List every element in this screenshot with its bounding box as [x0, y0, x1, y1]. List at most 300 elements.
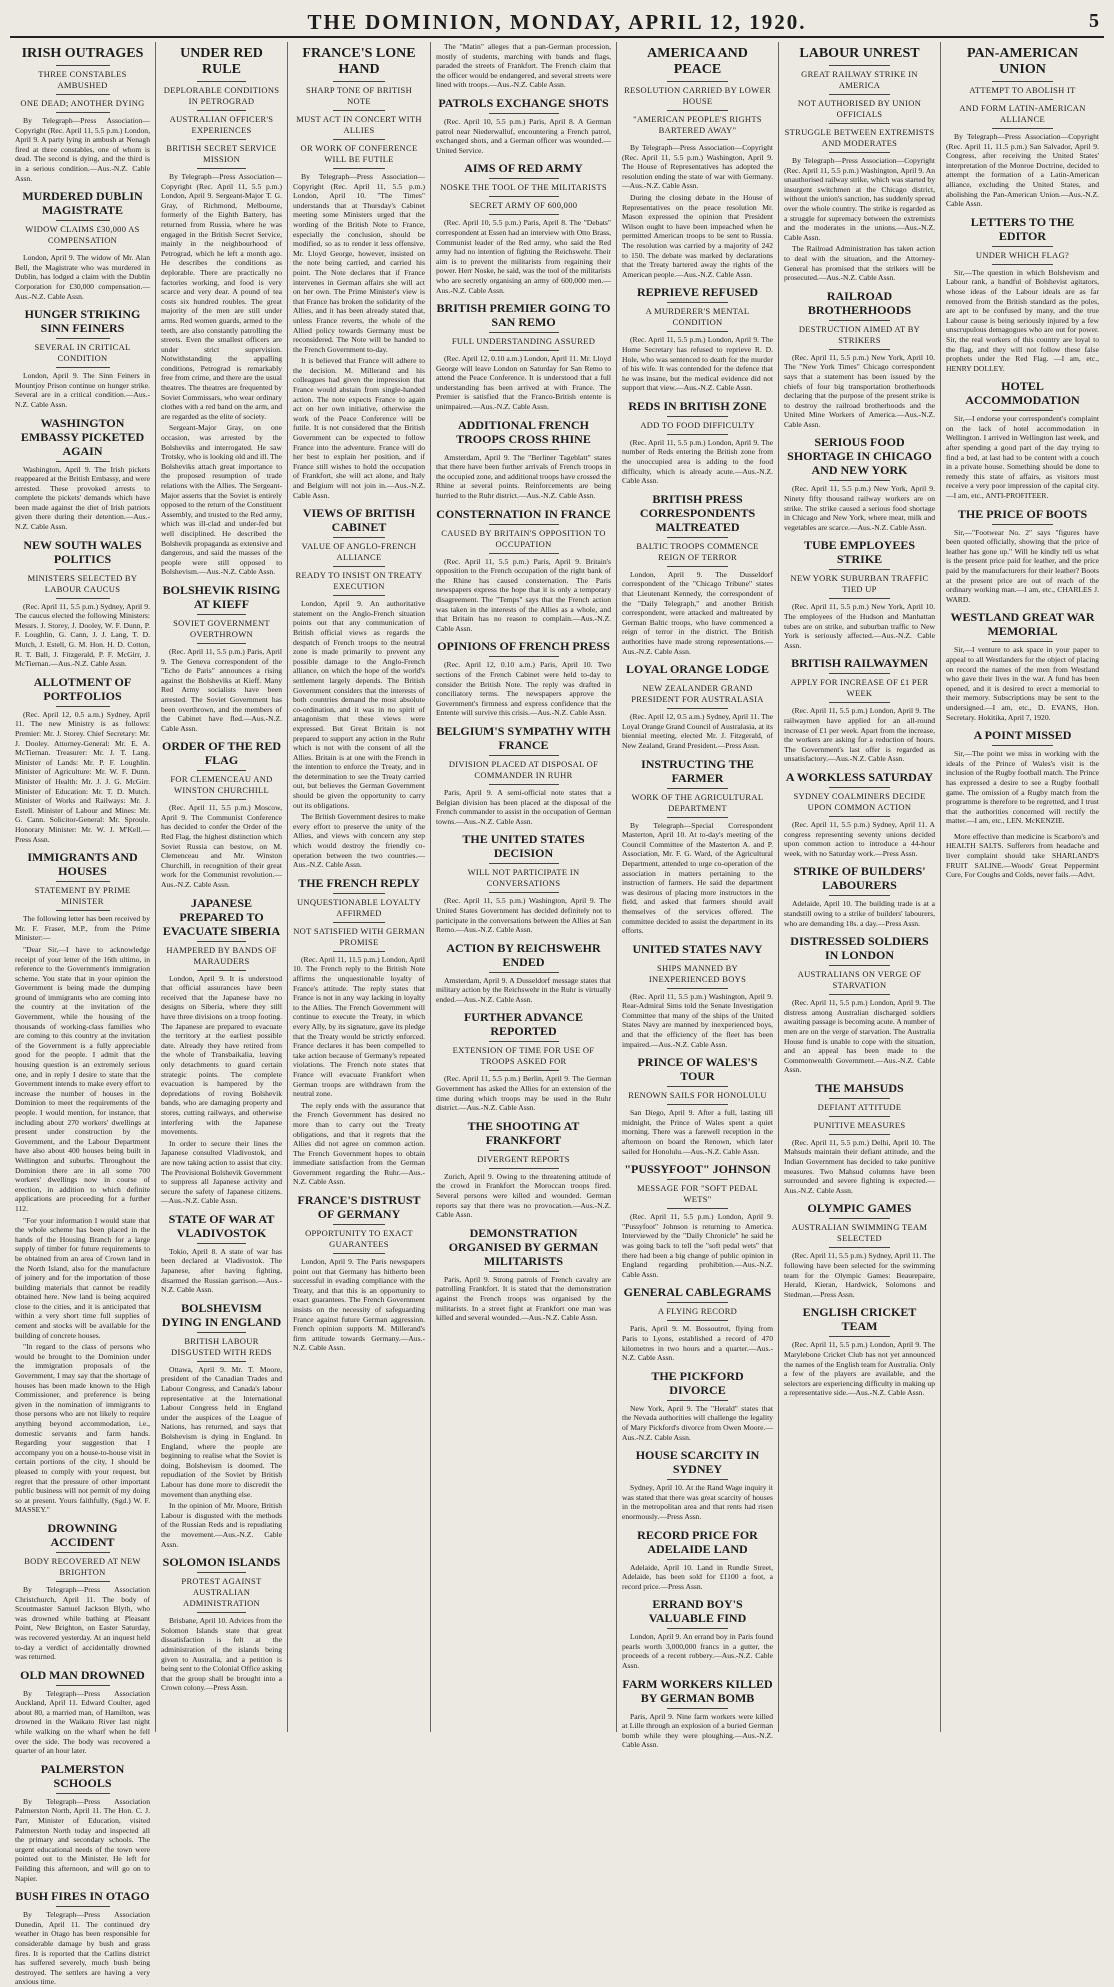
headline-rule	[992, 81, 1053, 82]
headline-rule	[56, 1906, 110, 1907]
subheading-rule	[333, 139, 386, 140]
article-paragraph: Amsterdam, April 9. The "Berliner Tageblatt" states that there have been further arrivals of French troops in the occupied zone, and additional troops have crossed the Rhine at several points. Reinforcements are being hurried to the Ruhr district.—Aus.-N.Z. Cable Assn.	[436, 452, 611, 501]
headline-rule	[489, 178, 559, 179]
subheading-rule	[197, 799, 245, 800]
article-paragraph: (Rec. April 11, 11.5 p.m.) London, April 10. The French reply to the British Note affirms the unquestionable loyalty of France's attitude. The reply states that France is not in any way lacking in loyalty to the Allies. The French Government will continue to execute the Treaty, in which every Ally, by its signature, gave its pledge that the Treaty would be strictly enforced. France declares it has been compelled to take action because of Germany's repeated violations. The French note states that France will evacuate Frankfort when German troops are withdrawn from the neutral zone.	[293, 954, 425, 1099]
subheading-rule	[829, 994, 889, 995]
article-subheading: RENOWN SAILS FOR HONOLULU	[628, 1090, 767, 1101]
article-subheading: SYDNEY COALMINERS DECIDE UPON COMMON ACTION	[793, 790, 926, 812]
article-subheading: ADD TO FOOD DIFFICULTY	[640, 419, 755, 430]
article-subheading: A FLYING RECORD	[657, 1306, 738, 1317]
subheading-rule	[197, 110, 245, 111]
subheading-rule	[489, 196, 559, 197]
article-subheading: NOT SATISFIED WITH GERMAN PROMISE	[293, 925, 425, 947]
article-headline: IRISH OUTRAGES	[21, 46, 144, 61]
article-paragraph: By Telegraph—Press Association—Copyright (Rec. April 11, 11.5 p.m.) San Salvador, April 9. Congress, after receiving the United States' interpretation of the Monroe Doctrine, decided to attempt the formation of a Latin-American alliance, excluding the United States, and abolishing the Pan-American Union.—Aus.-N.Z. Cable Assn.	[946, 132, 1099, 209]
article-headline: FARM WORKERS KILLED BY GERMAN BOMB	[622, 1676, 773, 1705]
article-headline: ORDER OF THE RED FLAG	[161, 739, 281, 768]
subheading-rule	[829, 1116, 889, 1117]
article-paragraph: London, April 9. The Sinn Feiners in Mountjoy Prison continue on hunger strike. Several are in a critical condition.—Aus.-N.Z. Cable Assn.	[15, 371, 150, 409]
article-headline: ENGLISH CRICKET TEAM	[802, 1305, 917, 1334]
news-column-6	[779, 42, 941, 1732]
article-headline: UNDER RED RULE	[180, 46, 263, 77]
article-headline: FRANCE'S LONE HAND	[302, 46, 416, 77]
subheading-rule	[667, 708, 727, 709]
article-subheading: "AMERICAN PEOPLE'S RIGHTS BARTERED AWAY"	[633, 114, 762, 135]
article-subheading: DEFIANT ATTITUDE	[817, 1101, 902, 1112]
article-headline: DISTRESSED SOLDIERS IN LONDON	[790, 934, 929, 963]
subheading-rule	[829, 152, 889, 153]
article-subheading: AUSTRALIAN OFFICER'S EXPERIENCES	[169, 114, 274, 135]
article-paragraph: Paris, April 9. A semi-official note states that a Belgian division has been placed at the disposal of the French commander to assist in the occupation of German towns.—Aus.-N.Z. Cable Assn.	[436, 787, 611, 826]
article-subheading: NOSKE THE TOOL OF THE MILITARISTS	[440, 182, 607, 193]
article	[436, 724, 611, 826]
subheading-rule	[667, 566, 727, 567]
article-subheading: SEVERAL IN CRITICAL CONDITION	[34, 342, 131, 364]
article	[161, 1555, 282, 1693]
headline-rule	[667, 1708, 727, 1709]
article	[784, 864, 935, 928]
subheading-rule	[333, 951, 386, 952]
article-headline: PRINCE OF WALES'S TOUR	[637, 1055, 758, 1084]
article-paragraph: The Railroad Administration has taken action to deal with the situation, and the Attorney-General has promised that the strikers will be prosecuted.—Aus.-N.Z. Cable Assn.	[784, 244, 935, 283]
article-paragraph: By Telegraph—Press Association—Copyright (Rec. April 11, 5.5 p.m.) Washington, April 9. An unauthorised railway strike, which was started by insurgent switchmen at the Chicago district, without the union's sanction, has suddenly spread over the whole country. The strike is regarded as a struggle for supremacy between the extremists and the moderates in the unions.—Aus.-N.Z. Cable Assn.	[784, 156, 935, 242]
article-paragraph: Sir,—I venture to ask space in your paper to appeal to all Westlanders for the object of placing on record the names of the men from Westland who gave their lives in the war. A fund has been opened, and it is desired to erect a memorial to their memory. Subscriptions may be sent to the undersigned.—I am, etc., D. EVANS, Hon. Secretary. Hokitika, April 7, 1920.	[946, 645, 1099, 722]
article	[15, 416, 150, 532]
headline-rule	[333, 81, 386, 82]
article-subheading: ATTEMPT TO ABOLISH IT	[969, 85, 1076, 95]
article	[622, 1369, 773, 1442]
article	[436, 832, 611, 934]
article-headline: AIMS OF RED ARMY	[464, 161, 583, 176]
article	[15, 189, 150, 301]
article	[622, 1677, 773, 1750]
article-paragraph: Adelaide, April 10. Land in Rundle Street, Adelaide, has been sold for £1100 a foot, a record price.—Press Assn.	[622, 1562, 773, 1591]
article-paragraph: (Rec. April 11, 5.5 p.m.) New York, April 9. Ninety fifty thousand railway workers are on strike. The strike caused a serious food shortage in Chicago and New York, where meat, milk and vegetables are scarce.—Aus.-N.Z. Cable Assn.	[784, 484, 935, 532]
subheading-rule	[489, 1168, 559, 1169]
headline-rule	[667, 81, 727, 82]
article-headline: HUNGER STRIKING SINN FEINERS	[24, 307, 141, 336]
article-paragraph: (Rec. April 11, 5.5 p.m.) London, April 9. The railwaymen have applied for an all-round increase of £1 per week. Apart from the increase, the workers are asking for a reduction of hours. The Government's last offer is regarded as unsatisfactory.—Aus.-N.Z. Cable Assn.	[784, 706, 935, 764]
subheading-rule	[829, 816, 889, 817]
article-paragraph: In the opinion of Mr. Moore, British Labour is disgusted with the methods of the Russian Reds and is repudiating the movement.—Aus.-N.Z. Cable Assn.	[161, 1501, 282, 1549]
headline-rule	[829, 673, 889, 674]
article-subheading: UNQUESTIONABLE LOYALTY AFFIRMED	[296, 896, 422, 918]
headline-rule	[489, 524, 559, 525]
article-paragraph: (Rec. April 11, 5.5 p.m.) Sydney, April 11. A congress representing seventy unions decided upon common action to introduce a 44-hour week, with no Saturday work.—Press Assn.	[784, 819, 935, 858]
subheading-rule	[829, 1247, 889, 1248]
headline-rule	[489, 1150, 559, 1151]
article	[946, 832, 1099, 880]
article-headline: THE MAHSUDS	[815, 1080, 904, 1095]
article-paragraph: Paris, April 9. Strong patrols of French cavalry are patrolling Frankfort. It is stated that the demonstration against the French troops was organised by the militarists. In a street fight at Frankfort one man was killed and several wounded.—Aus.-N.Z. Cable Assn.	[436, 1274, 611, 1323]
article-paragraph: London, April 9. The widow of Mr. Alan Bell, the Magistrate who was murdered in Dublin, has lodged a claim with the Dublin Corporation for £30,000 compensation.—Aus.-N.Z. Cable Assn.	[15, 253, 150, 301]
article-subheading: HAMPERED BY BANDS OF MARAUDERS	[166, 944, 277, 966]
subheading-rule	[667, 1320, 727, 1321]
headline-rule	[829, 65, 889, 66]
subheading-rule	[829, 1134, 889, 1135]
article-subheading: OR WORK OF CONFERENCE WILL BE FUTILE	[300, 143, 418, 164]
headline-rule	[489, 863, 559, 864]
article-headline: THE SHOOTING AT FRANKFORT	[467, 1118, 580, 1147]
article-paragraph: (Rec. April 11, 5.5 p.m.) London, April 9. "Pussyfoot" Johnson is returning to America. Interviewed by the "Daily Chronicle" he said he was going back to tell the "soft pedal wets" that there had been a big change of public opinion in England regarding prohibition.—Aus.-N.Z. Cable Assn.	[622, 1212, 773, 1279]
article-headline: RAILROAD BROTHERHOODS	[807, 288, 912, 317]
article-paragraph: (Rec. April 12, 0.10 a.m.) London, April 11. Mr. Lloyd George will leave London on Saturday for San Remo to attend the Peace Conference. It is understood that a full understanding has been arrived at with France. The Premier is satisfied that the Franco-British entente is unimpaired.—Aus.-N.Z. Cable Assn.	[436, 354, 611, 412]
article-headline: JAPANESE PREPARED TO EVACUATE SIBERIA	[162, 895, 281, 938]
headline-rule	[56, 569, 110, 570]
masthead-title: THE DOMINION, MONDAY, APRIL 12, 1920.	[307, 10, 807, 34]
article-paragraph: Brisbane, April 10. Advices from the Solomon Islands state that great dissatisfaction is felt at the administration of the islands being given to Australia, and a petition is being sent to the Colonial Office asking that the group shall be brought into a Crown colony.—Press Assn.	[161, 1616, 282, 1693]
article	[161, 583, 282, 733]
headline-rule	[829, 1098, 889, 1099]
article	[436, 507, 611, 634]
news-column-7	[941, 42, 1104, 1732]
article-paragraph: (Rec. April 11, 5.5 p.m.) Berlin, April 9. The German Government has asked the Allies for an extension of the time during which troops may be used in the Ruhr district.—Aus.-N.Z. Cable Assn.	[436, 1074, 611, 1113]
article	[436, 639, 611, 718]
article	[784, 1201, 935, 1299]
subheading-rule	[56, 249, 110, 250]
article-subheading: WORK OF THE AGRICULTURAL DEPARTMENT	[631, 791, 764, 813]
headline-rule	[197, 770, 245, 771]
article-subheading: STATEMENT BY PRIME MINISTER	[34, 885, 131, 907]
subheading-rule	[489, 214, 559, 215]
headline-rule	[992, 745, 1053, 746]
subheading-rule	[992, 264, 1053, 265]
article	[946, 728, 1099, 826]
article-paragraph: (Rec. April 11, 5.5 p.m.) New York, April 10. The "New York Times" Chicago correspondent says that a statement has been issued by the chiefs of four big transportation brotherhoods declaring that the purpose of the present strike is to destroy the railroad brotherhoods and the United Mine Workers of America.—Aus.-N.Z. Cable Assn.	[784, 352, 935, 429]
article-subheading: AUSTRALIANS ON VERGE OF STARVATION	[797, 969, 922, 991]
subheading-rule	[489, 553, 559, 554]
article-subheading: NOT AUTHORISED BY UNION OFFICIALS	[797, 98, 922, 119]
headline-rule	[56, 461, 110, 462]
subheading-rule	[667, 817, 727, 818]
article-headline: REDS IN BRITISH ZONE	[628, 398, 767, 413]
headline-rule	[829, 965, 889, 966]
headline-rule	[56, 1685, 110, 1686]
article-paragraph: Adelaide, April 10. The building trade is at a standstill owing to a strike of builders' labourers, who are demanding 18s. a day.—Press Assn.	[784, 899, 935, 928]
article-paragraph: Sergeant-Major Gray, on one occasion, was arrested by the Bolsheviks and interrogated. He saw Trotsky, who is looking old and ill. The Bolsheviks attach great importance to the proposed resumption of trade relations with the Allies. The Sergeant-Major asserts that the Soviet is entirely opposed to the return of the Constituent Assembly, and trusted to the Red army, which was ill-clad and under-fed but well disciplined. He described the Bolshevik propaganda as extensive and dangerous, and said the masses of the people were still opposed to Bolshevism.—Aus.-N.Z. Cable Assn.	[161, 423, 282, 577]
article-headline: BOLSHEVIK RISING AT KIEFF	[162, 582, 281, 611]
article-paragraph: By Telegraph—Press Association—Copyright (Rec. April 11, 5.5 p.m.) London, April 9. A party lying in ambush at Nenagh fired at three constables, one of whom is dead. The second is dying, and the third is in a serious condition.—Aus.-N.Z. Cable Assn.	[15, 116, 150, 183]
headline-rule	[667, 1400, 727, 1401]
article	[784, 538, 935, 650]
headline-rule	[489, 656, 559, 657]
subheading-rule	[333, 566, 386, 567]
article-subheading: MINISTERS SELECTED BY LABOUR CAUCUS	[27, 572, 138, 594]
article-paragraph: (Rec. April 11, 5.5 p.m.) Sydney, April 9. The caucus elected the following Ministers: Messrs. J. Storey, J. Dooley, W. F. Dunn, P. F. Loughlin, G. Cann, J. J. Lang, T. D. Mutch, J. Estell, G. M. Hon. H. D. Cotton, R. T. Ball, J. Fitzgerald, P. F. McGirr, J. McTiernan.—Aus.-N.Z. Cable Assn.	[15, 601, 150, 669]
article	[622, 1285, 773, 1362]
subheading-rule	[197, 970, 245, 971]
headline-rule	[56, 220, 110, 221]
headline-rule	[333, 537, 386, 538]
article-headline: RECORD PRICE FOR ADELAIDE LAND	[637, 1527, 758, 1556]
article-paragraph: The "Matin" alleges that a pan-German procession, mostly of students, marching with bands and flags, paraded the streets of Frankfort. The French claim that the officer would be endangered, and several streets were lined with troops.—Aus.-N.Z. Cable Assn.	[436, 42, 611, 90]
article	[293, 1193, 425, 1353]
article	[784, 289, 935, 430]
article	[946, 215, 1099, 374]
headline-rule	[667, 416, 727, 417]
article	[436, 1010, 611, 1112]
subheading-rule	[667, 110, 727, 111]
article	[161, 1212, 282, 1295]
article-paragraph: It is believed that France will adhere to the decision. M. Millerand and his colleagues had given the impression that France would abstain from single-handed action. The note expects France to again act on her own initiative, otherwise the work of the Peace Conference will be futile. It is not considered that the British Government can be expected to follow France into the adventure. France will do her best to explain her position, and if France still wishes to hold the occupation of Frankfort, she will act alone, and Italy and Belgium will not join in.—Aus.-N.Z. Cable Assn.	[293, 356, 425, 500]
article	[15, 1889, 150, 1987]
article-headline: FURTHER ADVANCE REPORTED	[463, 1010, 584, 1039]
article	[15, 538, 150, 669]
article	[622, 285, 773, 393]
article-paragraph: (Rec. April 11, 5.5 p.m.) London, April 9. The Home Secretary has refused to reprieve R. D. Hole, who was sentenced to death for the murder of his wife. It was contended for the defence that he was insane, but the medical evidence did not support that view.—Aus.-N.Z. Cable Assn.	[622, 335, 773, 393]
article-paragraph: The British Government desires to make every effort to preserve the unity of the Allies, and views with concern any step which would destroy the friendly co-operation between the two countries.—Aus.-N.Z. Cable Assn.	[293, 812, 425, 870]
article-subheading: CAUSED BY BRITAIN'S OPPOSITION TO OCCUPATION	[441, 527, 606, 549]
headline-rule	[829, 480, 889, 481]
headline-rule	[56, 1793, 110, 1794]
headline-rule	[667, 679, 727, 680]
article	[293, 46, 425, 500]
article-paragraph: London, April 9. The Paris newspapers point out that Germany has hitherto been successful in evading compliance with the Treaty, and that this is an opportunity to exact guarantees. The French Government insists on the necessity of safeguarding France against future German aggression. French opinion supports M. Millerand's firm attitude towards Germany.—Aus.-N.Z. Cable Assn.	[293, 1257, 425, 1353]
article	[293, 506, 425, 870]
article-subheading: WIDOW CLAIMS £30,000 AS COMPENSATION	[25, 224, 140, 246]
article-headline: A POINT MISSED	[973, 728, 1072, 743]
article	[436, 96, 611, 155]
article-headline: "PUSSYFOOT" JOHNSON	[624, 1162, 771, 1177]
subheading-rule	[56, 598, 110, 599]
article	[622, 662, 773, 750]
headline-rule	[667, 302, 727, 303]
article-subheading: BRITISH SECRET SERVICE MISSION	[166, 143, 277, 164]
article-headline: OLYMPIC GAMES	[807, 1201, 912, 1216]
article-headline: AMERICA AND PEACE	[647, 46, 748, 77]
article-subheading: FULL UNDERSTANDING ASSURED	[451, 336, 596, 347]
article-headline: VIEWS OF BRITISH CABINET	[302, 506, 416, 535]
article-headline: PAN-AMERICAN UNION	[967, 46, 1078, 77]
article-paragraph: (Rec. April 11, 5.5 p.m.) London, April 9. The distress among Australian discharged soldiers awaiting passage is becoming acute. A number of men are on the verge of starvation. The Australia House fund is unable to cope with the situation, and an appeal has been made to the Commonwealth Government.—Aus.-N.Z. Cable Assn.	[784, 998, 935, 1075]
article-headline: WESTLAND GREAT WAR MEMORIAL	[950, 610, 1095, 639]
headline-rule	[197, 81, 245, 82]
article-paragraph: (Rec. April 11, 5.5 p.m.) London, April 9. The number of Reds entering the British zone from the unoccupied area is adding to the food difficulty, which is already acute.—Aus.-N.Z. Cable Assn.	[622, 437, 773, 486]
article	[622, 1528, 773, 1592]
subheading-rule	[333, 922, 386, 923]
article	[946, 507, 1099, 605]
article-subheading: THREE CONSTABLES AMBUSHED	[38, 69, 127, 90]
article-paragraph: Sydney, April 10. At the Rand Wage inquiry it was stated that there was great scarcity of houses in the metropolitan area and that rents had risen enormously.—Press Assn.	[622, 1483, 773, 1521]
article-paragraph: (Rec. April 10, 5.5 p.m.) Paris, April 8. The "Debats" correspondent at Essen had an interview with Otto Brass, Communist leader of the Red army, who said the Red army had no intention of fighting the Reichswehr. Their aim is to prevent the militarists from regaining their power. Herr Noske, he said, was the tool of the militarists who are secretly organising an army of 600,000 men.—Aus.-N.Z. Cable Assn.	[436, 218, 611, 295]
article-headline: BUSH FIRES IN OTAGO	[15, 1889, 150, 1904]
article	[784, 1081, 935, 1196]
article-headline: ALLOTMENT OF PORTFOLIOS	[33, 674, 132, 703]
headline-rule	[667, 537, 727, 538]
article-headline: PATROLS EXCHANGE SHOTS	[438, 95, 609, 110]
headline-rule	[197, 1572, 245, 1573]
article	[436, 301, 611, 412]
article-headline: WASHINGTON EMBASSY PICKETED AGAIN	[20, 415, 145, 458]
article-paragraph: (Rec. April 12, 0.10 a.m.) Paris, April 10. Two sections of the French Cabinet were held to-day to consider the British Note. The reply was drafted in conciliatory terms. The newspapers approve the Government's firmness and express confidence that the Entente will survive this crisis.—Aus.-N.Z. Cable Assn.	[436, 660, 611, 718]
article-paragraph: Tokio, April 8. A state of war has been declared at Vladivostok. The Japanese, after having fighting, disarmed the Russian garrison.—Aus.-N.Z. Cable Assn.	[161, 1246, 282, 1295]
article-paragraph: (Rec. April 11, 5.5 p.m.) Paris, April 9. Britain's opposition to the French occupation of the right bank of the Rhine has caused consternation. The Paris newspapers express the hope that it is only a temporary disagreement. The "Temps" says that the French action was taken in the interests of the Allies as a whole, and that Britain has no reason to complain.—Aus.-N.Z. Cable Assn.	[436, 556, 611, 633]
article	[784, 934, 935, 1075]
headline-rule	[829, 1336, 889, 1337]
article-headline: THE UNITED STATES DECISION	[462, 832, 585, 861]
article-headline: ERRAND BOY'S VALUABLE FIND	[648, 1597, 747, 1626]
headline-rule	[667, 1479, 727, 1480]
article	[784, 656, 935, 764]
news-column-5	[617, 42, 779, 1750]
article-paragraph: By Telegraph—Press Association—Copyright (Rec. April 11, 5.5 p.m.) London, April 9. Sergeant-Major T. G. Gray, of Richmond, Melbourne, formerly of the Eighth Battery, has returned from Russia, where he was engaged in the British Secret Service, mainly in the neighbourhood of Petrograd, which he left a month ago. He describes the conditions as deplorable. There are practically no factories working, and food is very scarce and very dear. A pound of tea costs six hundred roubles. The great majority of the men are still under arms. Red women guards, armed to the teeth, are also constantly patrolling the streets. Even the smallest officers are under strict supervision. Notwithstanding the appalling conditions, Petrograd is remarkably free from crime, and there are the usual theatres. The theatres are frequented by Soviet Commissars, who wear ordinary clothes with a red band on the arm, and are regarded as the elite of society.	[161, 172, 282, 421]
headline-rule	[667, 1179, 727, 1180]
article-paragraph: Amsterdam, April 9. A Dusseldorf message states that military action by the Reichswehr in the Ruhr is virtually ended.—Aus.-N.Z. Cable Assn.	[436, 975, 611, 1004]
article-headline: PALMERSTON SCHOOLS	[40, 1761, 125, 1790]
subheading-rule	[56, 112, 110, 113]
article	[784, 46, 935, 283]
article-paragraph: (Rec. April 11, 5.5 p.m.) Washington, April 9. Rear-Admiral Sims told the Senate Investigation Committee that many of the ships of the United States Navy are manned by inexperienced boys, and that the efficiency of the fleet has been impaired.—Aus.-N.Z. Cable Assn.	[622, 991, 773, 1049]
headline-rule	[489, 755, 559, 756]
article-subheading: APPLY FOR INCREASE OF £1 PER WEEK	[790, 677, 929, 699]
article	[622, 1162, 773, 1279]
article-headline: SOLOMON ISLANDS	[162, 1555, 281, 1570]
subheading-rule	[197, 1361, 245, 1362]
article-headline: ADDITIONAL FRENCH TROOPS CROSS RHINE	[456, 417, 591, 446]
headline-rule	[56, 65, 110, 66]
article-paragraph: "In regard to the class of persons who would be brought to the Dominion under the immigration proposals of the Government, I may say that the shortage of houses has been made known to the High Commissioner, and preference is being given in the nomination of immigrants to those persons who are not likely to require anything beyond accommodation, i.e., domestic servants and farm hands. Regarding your suggestion that I accompany you on a house-to-house visit in certain portions of the city, I should be pleased to comply with your request, but regret that the pressure of other important public business will not permit of my doing so at present. Yours faithfully, (Sgd.) W. F. MASSEY."	[15, 1342, 150, 1515]
article	[784, 435, 935, 532]
headline-rule	[992, 641, 1053, 642]
article-subheading: AUSTRALIAN SWIMMING TEAM SELECTED	[791, 1222, 928, 1244]
article	[161, 46, 282, 577]
article-headline: DROWNING ACCIDENT	[47, 1520, 118, 1549]
subheading-rule	[667, 139, 727, 140]
article	[436, 941, 611, 1005]
article	[15, 1762, 150, 1883]
article-headline: THE FRENCH REPLY	[298, 875, 420, 890]
article-subheading: SOVIET GOVERNMENT OVERTHROWN	[173, 617, 270, 639]
article-paragraph: During the closing debate in the House of Representatives on the peace resolution Mr. Mason expressed the opinion that President Wilson ought to have been impeached when he permitted American troops to be sent to Russia. The resolution was carried by a majority of 242 to 150. The debate was marked by declarations that the Treaty bartered away the rights of the American people.—Aus.-N.Z. Cable Assn.	[622, 192, 773, 279]
article	[622, 942, 773, 1050]
headline-rule	[667, 1302, 727, 1303]
subheading-rule	[56, 910, 110, 911]
columns-container	[10, 42, 1104, 1987]
article-paragraph: Paris, April 9. M. Bossoutrot, flying from Paris to Lyons, established a record of 470 kilometres in two hours and a quarter.—Aus.-N.Z. Cable Assn.	[622, 1324, 773, 1363]
article-subheading: WILL NOT PARTICIPATE IN CONVERSATIONS	[467, 867, 580, 889]
article-headline: BRITISH PREMIER GOING TO SAN REMO	[436, 301, 611, 330]
headline-rule	[489, 332, 559, 333]
article-paragraph: (Rec. April 11, 5.5 p.m.) Washington, April 9. The United States Government has decided definitely not to participate in the conversations between the Allies at San Remo.—Aus.-N.Z. Cable Assn.	[436, 896, 611, 935]
article-headline: IMMIGRANTS AND HOUSES	[27, 850, 138, 879]
headline-rule	[489, 1041, 559, 1042]
article-paragraph: More effective than medicine is Scarboro's and HEALTH SALTS. Sufferers from headache and liver complaint should take SHARLAND'S FRUIT SALINE.—Woods' Great Peppermint Cure, For Coughs and Colds, never fails.—Advt.	[946, 831, 1099, 880]
article-subheading: BALTIC TROOPS COMMENCE REIGN OF TERROR	[636, 540, 759, 562]
article	[436, 42, 611, 90]
article-headline: STATE OF WAR AT VLADIVOSTOK	[168, 1211, 275, 1240]
article-subheading: BRITISH LABOUR DISGUSTED WITH REDS	[171, 1335, 272, 1357]
article-headline: FRANCE'S DISTRUST OF GERMANY	[297, 1193, 421, 1222]
article-headline: HOUSE SCARCITY IN SYDNEY	[635, 1448, 760, 1477]
article-paragraph: By Telegraph—Press Association Dunedin, April 11. The continued dry weather in Otago has been responsible for considerable damage by bush and grass fires. It is reported that the Catlins district has suffered severely, much bush being destroyed. The settlers are having a very anxious time.	[15, 1910, 150, 1987]
subheading-rule	[333, 1253, 386, 1254]
article-subheading: PROTEST AGAINST AUSTRALIAN ADMINISTRATION	[181, 1576, 262, 1609]
article-headline: THE PICKFORD DIVORCE	[651, 1368, 744, 1397]
article-paragraph: (Rec. April 11, 5.5 p.m.) London, April 9. The Marylebone Cricket Club has not yet announced the names of the English team for Australia. Only a few of the players are available, and the selectors are experiencing difficulty in making up a representative side.—Aus.-N.Z. Cable Assn.	[784, 1340, 935, 1398]
article-subheading: NEW YORK SUBURBAN TRAFFIC TIED UP	[790, 573, 929, 595]
article-paragraph: Ottawa, April 9. Mr. T. Moore, president of the Canadian Trades and Labour Congress, and Canada's labour representative at the International Labour Congress held in England under the auspices of the League of Nations, has returned, and says that Bolshevism is dying in England. In England, where the people are beginning to realise what the Soviet is doing, Bolshevism is doomed. The repudiation of the Soviet by British Labour has done more to discredit the movement than anything else.	[161, 1364, 282, 1499]
headline-rule	[197, 1243, 245, 1244]
headline-rule	[992, 410, 1053, 411]
article-paragraph: London, April 9. An errand boy in Paris found pearls worth 3,000,000 francs in a gutter, the proceeds of a recent robbery.—Aus.-N.Z. Cable Assn.	[622, 1632, 773, 1671]
headline-rule	[197, 941, 245, 942]
article	[436, 1226, 611, 1323]
news-column-2	[156, 42, 288, 1732]
article-headline: MURDERED DUBLIN MAGISTRATE	[22, 189, 143, 218]
news-column-4	[431, 42, 617, 1732]
article-paragraph: (Rec. April 11, 5.5 p.m.) Moscow, April 9. The Communist Conference has decided to confer the Order of the Red Flag, the highest distinction which Soviet Russia can bestow, on M. Clemenceau and Mr. Winston Churchill, in recognition of their great work for the Communist revolution.—Aus.-N.Z. Cable Assn.	[161, 803, 282, 890]
article	[161, 739, 282, 889]
headline-rule	[56, 338, 110, 339]
headline-rule	[667, 1559, 727, 1560]
page-number: 5	[1089, 10, 1100, 32]
article	[946, 610, 1099, 722]
subheading-rule	[992, 99, 1053, 100]
article-headline: LOYAL ORANGE LODGE	[626, 662, 769, 677]
article-paragraph: "Dear Sir,—I have to acknowledge receipt of your letter of the 16th ultimo, in reference to the Government's immigration scheme. You state that in your opinion the Government is being made the dumping ground of immigrants who are coming into the country at the invitation of the Government, while the housing of the thousands of working-class families who are coming to this country at the invitation of the Government is a fully appreciable good for the people. I admit that the housing question is an extremely serious one, and in reply I desire to state that the Government intends to make every effort to increase the number of houses in the Dominion to meet the requirements of the people. I would mention, for instance, that including about 270 workers' dwellings at present under construction by the Government, and the Labour Department have also about 400 houses being built in Wellington and suburbs. Throughout the Dominion there are in all some 700 workers' dwellings now in course of erection, in addition to which definite applications are proceeding for a further 112.	[15, 944, 150, 1213]
article-subheading: MESSAGE FOR "SOFT PEDAL WETS"	[637, 1183, 758, 1205]
article-paragraph: By Telegraph—Press Association Palmerston North, April 11. The Hon. C. J. Parr, Minister of Education, visited Palmerston North today and inspected all the primary and secondary schools. The urgent educational needs of the town were pointed out to the Minister. He left for Feilding this afternoon, and will go on to Napier.	[15, 1796, 150, 1883]
article-subheading: DESTRUCTION AIMED AT BY STRIKERS	[798, 323, 921, 345]
article-headline: SERIOUS FOOD SHORTAGE IN CHICAGO AND NEW YORK	[787, 435, 932, 478]
article-headline: HOTEL ACCOMMODATION	[965, 379, 1080, 408]
article-subheading: STRUGGLE BETWEEN EXTREMISTS AND MODERATES	[784, 127, 935, 148]
article-paragraph: (Rec. April 11, 5.5 p.m.) Paris, April 9. The Geneva correspondent of the "Echo de Paris" announces a rising against the Bolsheviks at Kieff. Many Red Army socialists have been arrested. The Soviet Government has been overthrown, and the members of the Cabinet have fled.—Aus.-N.Z. Cable Assn.	[161, 646, 282, 733]
article-subheading: RESOLUTION CARRIED BY LOWER HOUSE	[624, 85, 771, 106]
article-paragraph: Washington, April 9. The Irish pickets reappeared at the British Embassy, and were arrested. These provoked arrests to complete the pickets' demands which have been made against the diet of Irish patriots given there during their detention.—Aus.-N.Z. Cable Assn.	[15, 464, 150, 532]
headline-rule	[829, 787, 889, 788]
article-subheading: SHARP TONE OF BRITISH NOTE	[305, 85, 413, 106]
article-headline: BELGIUM'S SYMPATHY WITH FRANCE	[436, 723, 611, 752]
headline-rule	[56, 1552, 110, 1553]
article-paragraph: "For your information I would state that the whole scheme has been placed in the hands of the Housing Branch for a large supply of timber for future requirements to be obtained from an area of Crown land in the North Island, also for the manufacture of joinery and for the importation of those building materials that cannot be readily obtained here. New land is being acquired close to the cities, and it is anticipated that within a very short time full supplies of cement and stocks will be available for the building of concrete houses.	[15, 1215, 150, 1340]
article-headline: REPRIEVE REFUSED	[636, 285, 759, 300]
article-paragraph: By Telegraph—Press Association—Copyright (Rec. April 11, 5.5 p.m.) Washington, April 9. The House of Representatives has adopted the resolution ending the state of war with Germany.—Aus.-N.Z. Cable Assn.	[622, 143, 773, 191]
article-paragraph: By Telegraph—Press Association—Copyright (Rec. April 11, 5.5 p.m.) London, April 10. "The Times" understands that at Thursday's Cabinet meeting some Ministers urged that the wording of the British Note to France, especially the conclusion, should be modified, so as to render it less offensive. Mr. Lloyd George, however, insisted on the note being carried, and carried his point. The Note declares that if France intervenes in German affairs she will act on her own. The Prime Minister's view is that France has broken the solidarity of the Allies, and it has been already stated that, unless France reverts, the whole of the Allied policy towards Germany must be reconsidered. The Note will be handed to the French Government to-day.	[293, 172, 425, 354]
article-headline: NEW SOUTH WALES POLITICS	[23, 537, 142, 566]
article-headline: CONSTERNATION IN FRANCE	[436, 506, 611, 521]
article-subheading: DIVERGENT REPORTS	[477, 1153, 570, 1164]
headline-rule	[667, 1628, 727, 1629]
article-headline: STRIKE OF BUILDERS' LABOURERS	[793, 864, 926, 893]
subheading-rule	[333, 110, 386, 111]
subheading-rule	[667, 1208, 727, 1209]
headline-rule	[667, 959, 727, 960]
subheading-rule	[667, 434, 727, 435]
article-paragraph: Sir,—The question in which Bolshevism and Labour rank, a handful of Bolshevist agitators, whose ideas of the Labour ideals are as far removed from the British standard as the poles, are apt to be confused by many, and the true Labour cause is being seriously injured by a few unscrupulous demagogues who are out for power. Sir, the real workers of this country are loyal to the flag, and they will not follow these false prophets under the Red Flag. —I am, etc., HENRY DOLLEY.	[946, 267, 1099, 373]
article-headline: A WORKLESS SATURDAY	[785, 769, 934, 784]
article	[15, 1668, 150, 1756]
article-subheading: GREAT RAILWAY STRIKE IN AMERICA	[801, 69, 918, 90]
subheading-rule	[56, 1581, 110, 1582]
subheading-rule	[829, 123, 889, 124]
subheading-rule	[197, 168, 245, 169]
headline-rule	[829, 320, 889, 321]
article-headline: THE PRICE OF BOOTS	[957, 506, 1088, 521]
headline-rule	[333, 893, 386, 894]
article-subheading: SECRET ARMY OF 600,000	[469, 200, 578, 211]
article-paragraph: London, April 9. An authoritative statement on the Anglo-French situation points out that any communication of British official views as regards the despatch of French troops to the neutral zone is made primarily to prevent any possible damage to the Anglo-French alliance, on which the hope of the world's settlement largely depends. The British Government considers that the interests of both countries demand the most absolute co-ordination, and it was in no spirit of antagonism that these views were expressed. But Great Britain is not prepared to support any action in the Ruhr which is not with the consent of all the Allies. Britain is at one with the French in the intention to enforce the Treaty, and in the determination to see the Treaty carried out, but believes the German Government should be given the opportunity to carry out its obligations.	[293, 599, 425, 810]
article	[946, 379, 1099, 500]
article	[161, 1301, 282, 1549]
article-paragraph: (Rec. April 11, 5.5 p.m.) Sydney, April 11. The following have been selected for the swimming team for the Olympic Games: Beaurepaire, Herald, Kieran, Hardwick, Solomons and Stedman.—Press Assn.	[784, 1251, 935, 1299]
masthead	[10, 8, 1104, 38]
subheading-rule	[333, 168, 386, 169]
headline-rule	[667, 788, 727, 789]
article-headline: BRITISH PRESS CORRESPONDENTS MALTREATED	[639, 491, 756, 534]
subheading-rule	[829, 598, 889, 599]
